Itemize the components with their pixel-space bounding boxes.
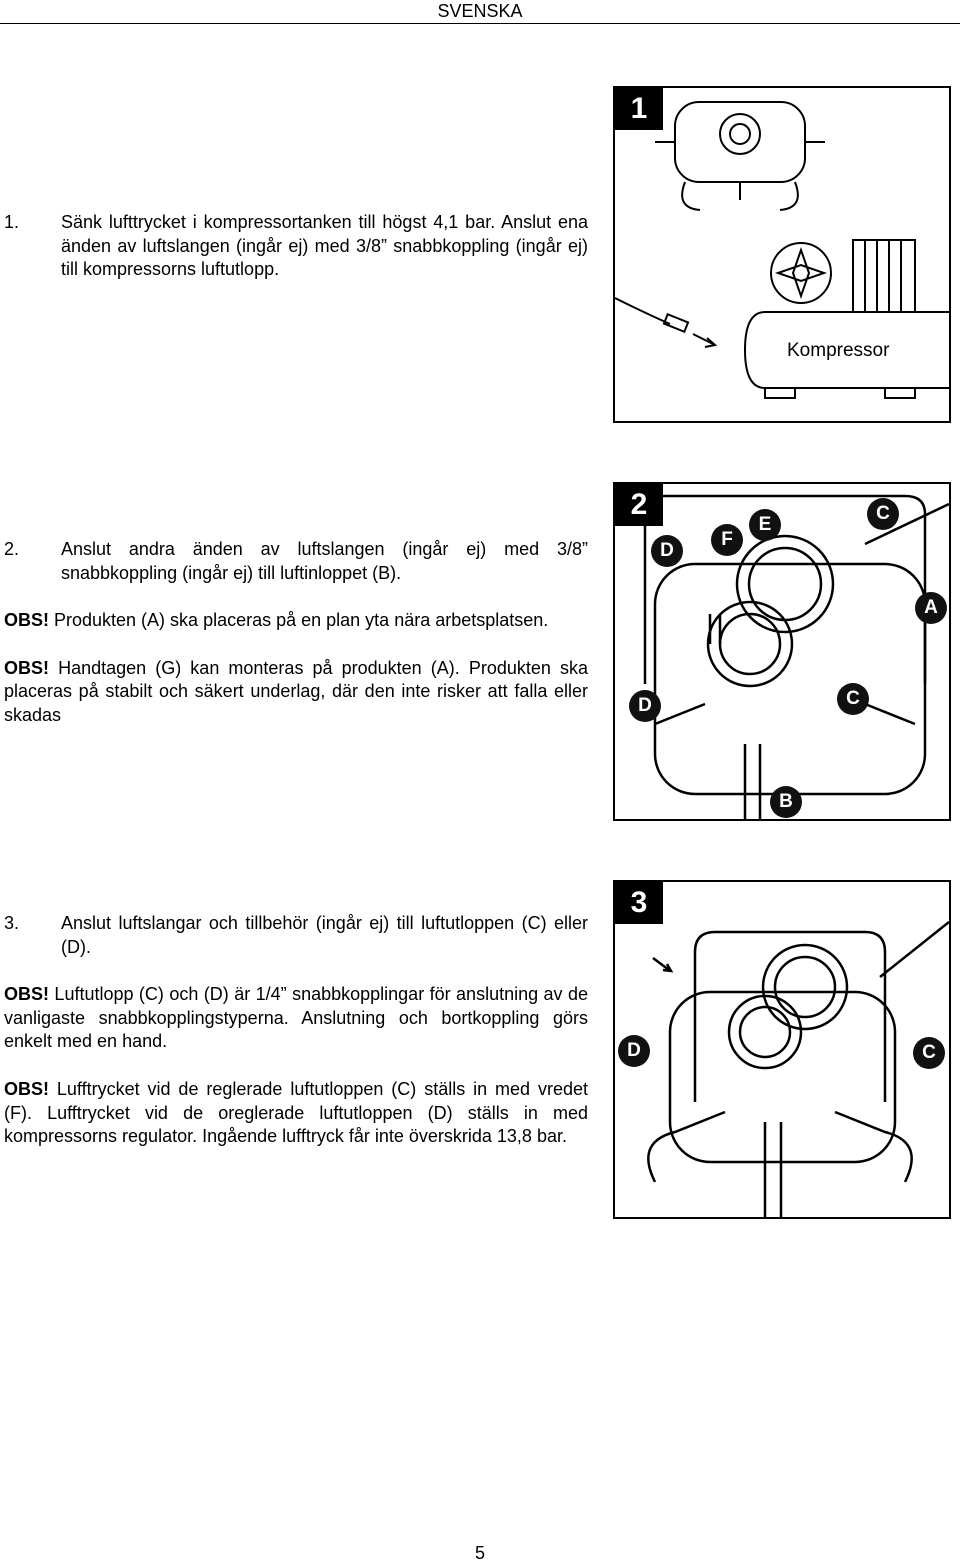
- callout-c: C: [867, 498, 899, 530]
- callout-d: D: [618, 1035, 650, 1067]
- figure-1-compressor: [613, 86, 951, 423]
- note-text: Produkten (A) ska placeras på en plan yta nära arbetsplatsen.: [49, 610, 549, 631]
- note-text: Lufftrycket vid de reglerade luftutloppen (C) ställs in med vredet (F). Lufftrycket vid de oreglerade luftutloppen (D) ställs in med kompressorns regulator. Ingående lufftryck får inte överskrida 13,8 bar.: [4, 1078, 588, 1147]
- figure-number: 1: [615, 88, 663, 130]
- figure-label: Kompressor: [787, 340, 890, 361]
- step-3: [4, 912, 588, 1149]
- note-label: OBS!: [4, 1078, 49, 1099]
- step-text: Anslut luftslangar och tillbehör (ingår ej) till luftutloppen (C) eller (D).: [61, 913, 588, 957]
- callout-d: D: [629, 690, 661, 722]
- callout-b: B: [770, 786, 802, 818]
- note: [4, 1078, 588, 1149]
- note-text: Handtagen (G) kan monteras på produkten (A). Produkten ska placeras på stabilt och säkert underlag, där den inte risker att falla eller skadas: [4, 657, 588, 725]
- callout-f: F: [711, 524, 743, 556]
- step-number: 3.: [4, 913, 20, 933]
- step-text: Anslut andra änden av luftslangen (ingår ej) med 3/8” snabbkoppling (ingår ej) till luftinloppet (B).: [61, 539, 588, 583]
- callout-c: C: [837, 683, 869, 715]
- note: [4, 983, 588, 1054]
- page-header: SVENSKA: [437, 1, 523, 21]
- page-number: 5: [474, 1543, 485, 1563]
- compressor-illustration: [615, 88, 949, 421]
- note-label: OBS!: [4, 610, 49, 631]
- figure-number: 3: [615, 882, 663, 924]
- note-text: Luftutlopp (C) och (D) är 1/4” snabbkopplingar för anslutning av de vanligaste snabbkopplingstyperna. Anslutning och bortkoppling görs enkelt med en hand.: [4, 984, 588, 1052]
- step-1: [4, 211, 588, 282]
- outlets-illustration: [615, 882, 949, 1217]
- note-label: OBS!: [4, 657, 49, 678]
- callout-d: D: [651, 535, 683, 567]
- header-divider: [0, 23, 960, 24]
- figure-2-manifold-detail: [613, 482, 951, 821]
- step-number: 1.: [4, 212, 20, 232]
- step-2: [4, 538, 588, 728]
- callout-c: C: [913, 1037, 945, 1069]
- figure-number: 2: [615, 484, 663, 526]
- callout-e: E: [749, 509, 781, 541]
- step-text: Sänk lufttrycket i kompressortanken till högst 4,1 bar. Anslut ena änden av luftslangen (ingår ej) med 3/8” snabbkoppling (ingår ej) till kompressorns luftutlopp.: [61, 212, 588, 280]
- step-number: 2.: [4, 539, 20, 559]
- callout-a: A: [915, 592, 947, 624]
- figure-3-outlets: [613, 880, 951, 1219]
- note-label: OBS!: [4, 984, 49, 1005]
- note: [4, 657, 588, 728]
- note: [4, 609, 588, 633]
